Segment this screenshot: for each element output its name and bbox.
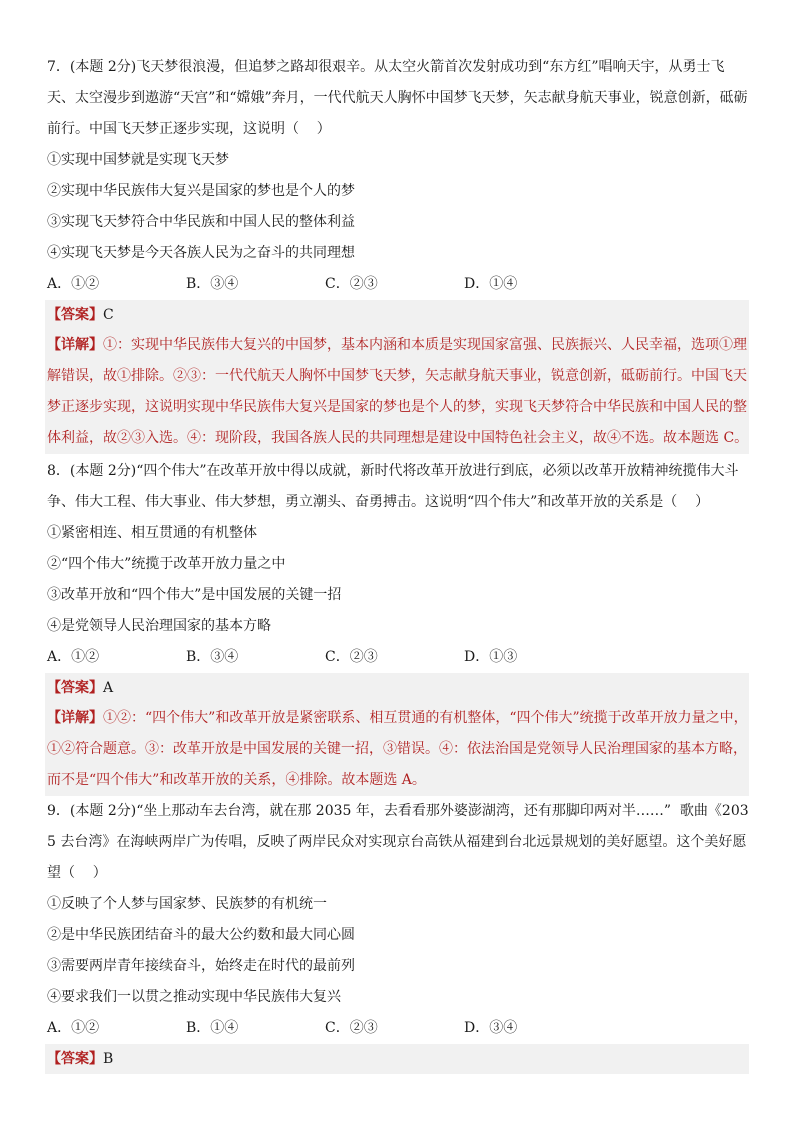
answer-box [45,300,749,454]
question-8 [47,456,749,796]
explanation-text: ①：实现中华民族伟大复兴的中国梦，基本内涵和本质是实现国家富强、民族振兴、人民幸福，选项①理解错误，故①排除。②③：一代代航天人胸怀中国梦飞天梦，矢志献身航天事业，锐意创新，砥砺前行。中国飞天梦正逐步实现，这说明实现中华民族伟大复兴是国家的梦也是个人的梦，实现飞天梦符合中华民族和中国人民的整体利益，故②③入选。④：现阶段，我国各族人民的共同理想是建设中国特色社会主义，故④不选。故本题选 C。 [47,337,749,446]
option-2: ②实现中华民族伟大复兴是国家的梦也是个人的梦 [47,183,355,199]
question-stem: 9．(本题 2分)“坐上那动车去台湾，就在那 2035 年，去看看那外婆澎湖湾，还有那脚印两对半……” 歌曲《2035 去台湾》在海峡两岸广为传唱，反映了两岸民众对实现京台高铁从福建到台北远景规划的美好愿望。这个美好愿望（ ） [47,803,749,881]
answer-value: C [103,307,114,323]
answer-row [47,1044,749,1074]
answer-choices [47,642,749,673]
answer-choices [47,269,749,300]
choice-b: B．①④ [186,1020,239,1036]
choice-b: B．③④ [186,276,239,292]
answer-tag: 【答案】 [47,1051,103,1067]
explanation-text: ①②：“四个伟大”和改革开放是紧密联系、相互贯通的有机整体，“四个伟大”统揽于改革开放力量之中，①②符合题意。③：改革开放是中国发展的关键一招，③错误。④：依法治国是党领导人民治理国家的基本方略，而不是“四个伟大”和改革开放的关系，④排除。故本题选 A。 [47,710,748,788]
question-9 [47,796,749,1074]
option-2: ②是中华民族团结奋斗的最大公约数和最大同心圆 [47,927,355,943]
choice-a: A．①② [47,649,100,665]
choice-d: D．①③ [464,649,518,665]
detail-tag: 【详解】 [47,337,103,353]
explanation [47,330,749,454]
detail-tag: 【详解】 [47,710,103,726]
answer-row [47,300,749,330]
option-3: ③实现飞天梦符合中华民族和中国人民的整体利益 [47,214,355,230]
answer-tag: 【答案】 [47,680,103,696]
answer-box [45,1044,749,1074]
choice-a: A．①② [47,276,100,292]
option-4: ④是党领导人民治理国家的基本方略 [47,618,271,634]
option-1: ①实现中国梦就是实现飞天梦 [47,152,229,168]
option-4: ④要求我们一以贯之推动实现中华民族伟大复兴 [47,989,341,1005]
answer-value: A [103,680,114,696]
question-stem: 7．(本题 2分)飞天梦很浪漫，但追梦之路却很艰辛。从太空火箭首次发射成功到“东方红”唱响天宇，从勇士飞天、太空漫步到遨游“天宫”和“嫦娥”奔月，一代代航天人胸怀中国梦飞天梦，矢志献身航天事业，锐意创新，砥砺前行。中国飞天梦正逐步实现，这说明（ ） [47,59,748,137]
choice-b: B．③④ [186,649,239,665]
choice-c: C．②③ [325,649,378,665]
option-3: ③需要两岸青年接续奋斗，始终走在时代的最前列 [47,958,355,974]
choice-d: D．①④ [464,276,518,292]
choice-c: C．②③ [325,1020,378,1036]
question-7 [47,52,749,454]
answer-box [45,673,749,796]
question-stem: 8．(本题 2分)“四个伟大”在改革开放中得以成就，新时代将改革开放进行到底，必须以改革开放精神统揽伟大斗争、伟大工程、伟大事业、伟大梦想，勇立潮头、奋勇搏击。这说明“四个伟大”和改革开放的关系是（ ） [47,463,739,510]
choice-d: D．③④ [464,1020,518,1036]
option-1: ①反映了个人梦与国家梦、民族梦的有机统一 [47,896,327,912]
answer-row [47,673,749,703]
explanation [47,703,749,796]
option-3: ③改革开放和“四个伟大”是中国发展的关键一招 [47,587,342,603]
option-4: ④实现飞天梦是今天各族人民为之奋斗的共同理想 [47,245,355,261]
choice-c: C．②③ [325,276,378,292]
answer-value: B [103,1051,114,1067]
choice-a: A．①② [47,1020,100,1036]
answer-choices [47,1013,749,1044]
option-2: ②“四个伟大”统揽于改革开放力量之中 [47,556,286,572]
answer-tag: 【答案】 [47,307,103,323]
option-1: ①紧密相连、相互贯通的有机整体 [47,525,257,541]
